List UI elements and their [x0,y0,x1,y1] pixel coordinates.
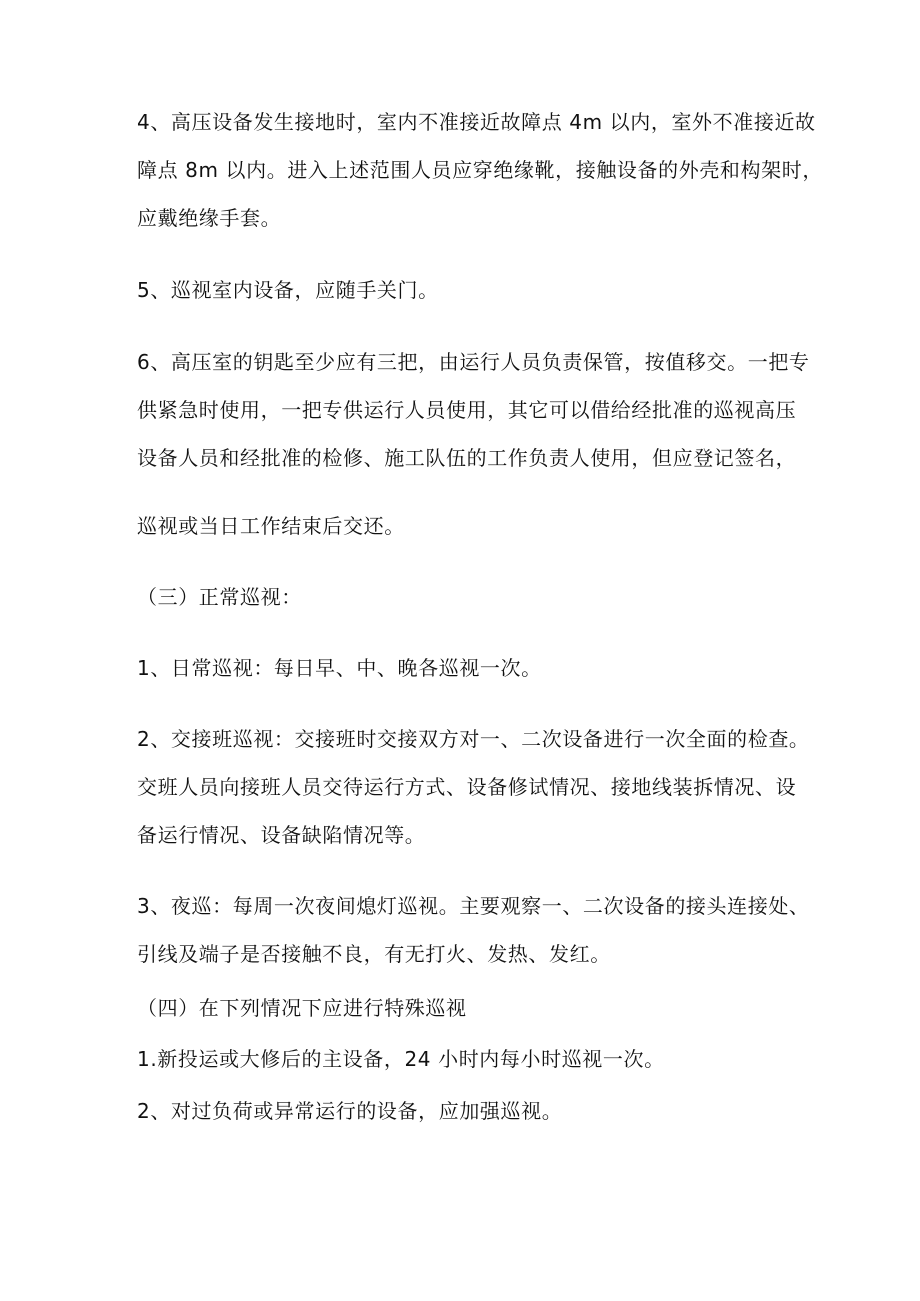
patrol-1-line: 1、日常巡视：每日早、中、晚各巡视一次。 [137,656,542,680]
special-2-line: 2、对过负荷或异常运行的设备，应加强巡视。 [137,1099,563,1123]
special-1-line: 1.新投运或大修后的主设备，24 小时内每小时巡视一次。 [137,1047,665,1071]
patrol-2-line-1: 2、交接班巡视：交接班时交接双方对一、二次设备进行一次全面的检查。 [137,727,810,751]
section-three-heading: （三）正常巡视： [137,585,302,609]
patrol-2-line-3: 备运行情况、设备缺陷情况等。 [137,823,426,847]
patrol-3-line-2: 引线及端子是否接触不良，有无打火、发热、发红。 [137,942,611,966]
patrol-2-line-2: 交班人员向接班人员交待运行方式、设备修试情况、接地线装拆情况、设 [137,775,797,799]
rule-4-line-3: 应戴绝缘手套。 [137,206,282,230]
rule-4-line-1: 4、高压设备发生接地时，室内不准接近故障点 4m 以内，室外不准接近故 [137,110,816,134]
patrol-3-line-1: 3、夜巡：每周一次夜间熄灯巡视。主要观察一、二次设备的接头连接处、 [137,894,810,918]
rule-6-line-3: 设备人员和经批准的检修、施工队伍的工作负责人使用，但应登记签名， [137,446,797,470]
rule-6-line-2: 供紧急时使用，一把专供运行人员使用，其它可以借给经批准的巡视高压 [137,398,797,422]
section-four-heading: （四）在下列情况下应进行特殊巡视 [137,996,467,1020]
rule-6-line-4: 巡视或当日工作结束后交还。 [137,514,405,538]
rule-6-line-1: 6、高压室的钥匙至少应有三把，由运行人员负责保管，按值移交。一把专 [137,350,810,374]
rule-5-line: 5、巡视室内设备，应随手关门。 [137,278,439,302]
rule-4-line-2: 障点 8m 以内。进入上述范围人员应穿绝缘靴，接触设备的外壳和构架时， [137,158,823,182]
